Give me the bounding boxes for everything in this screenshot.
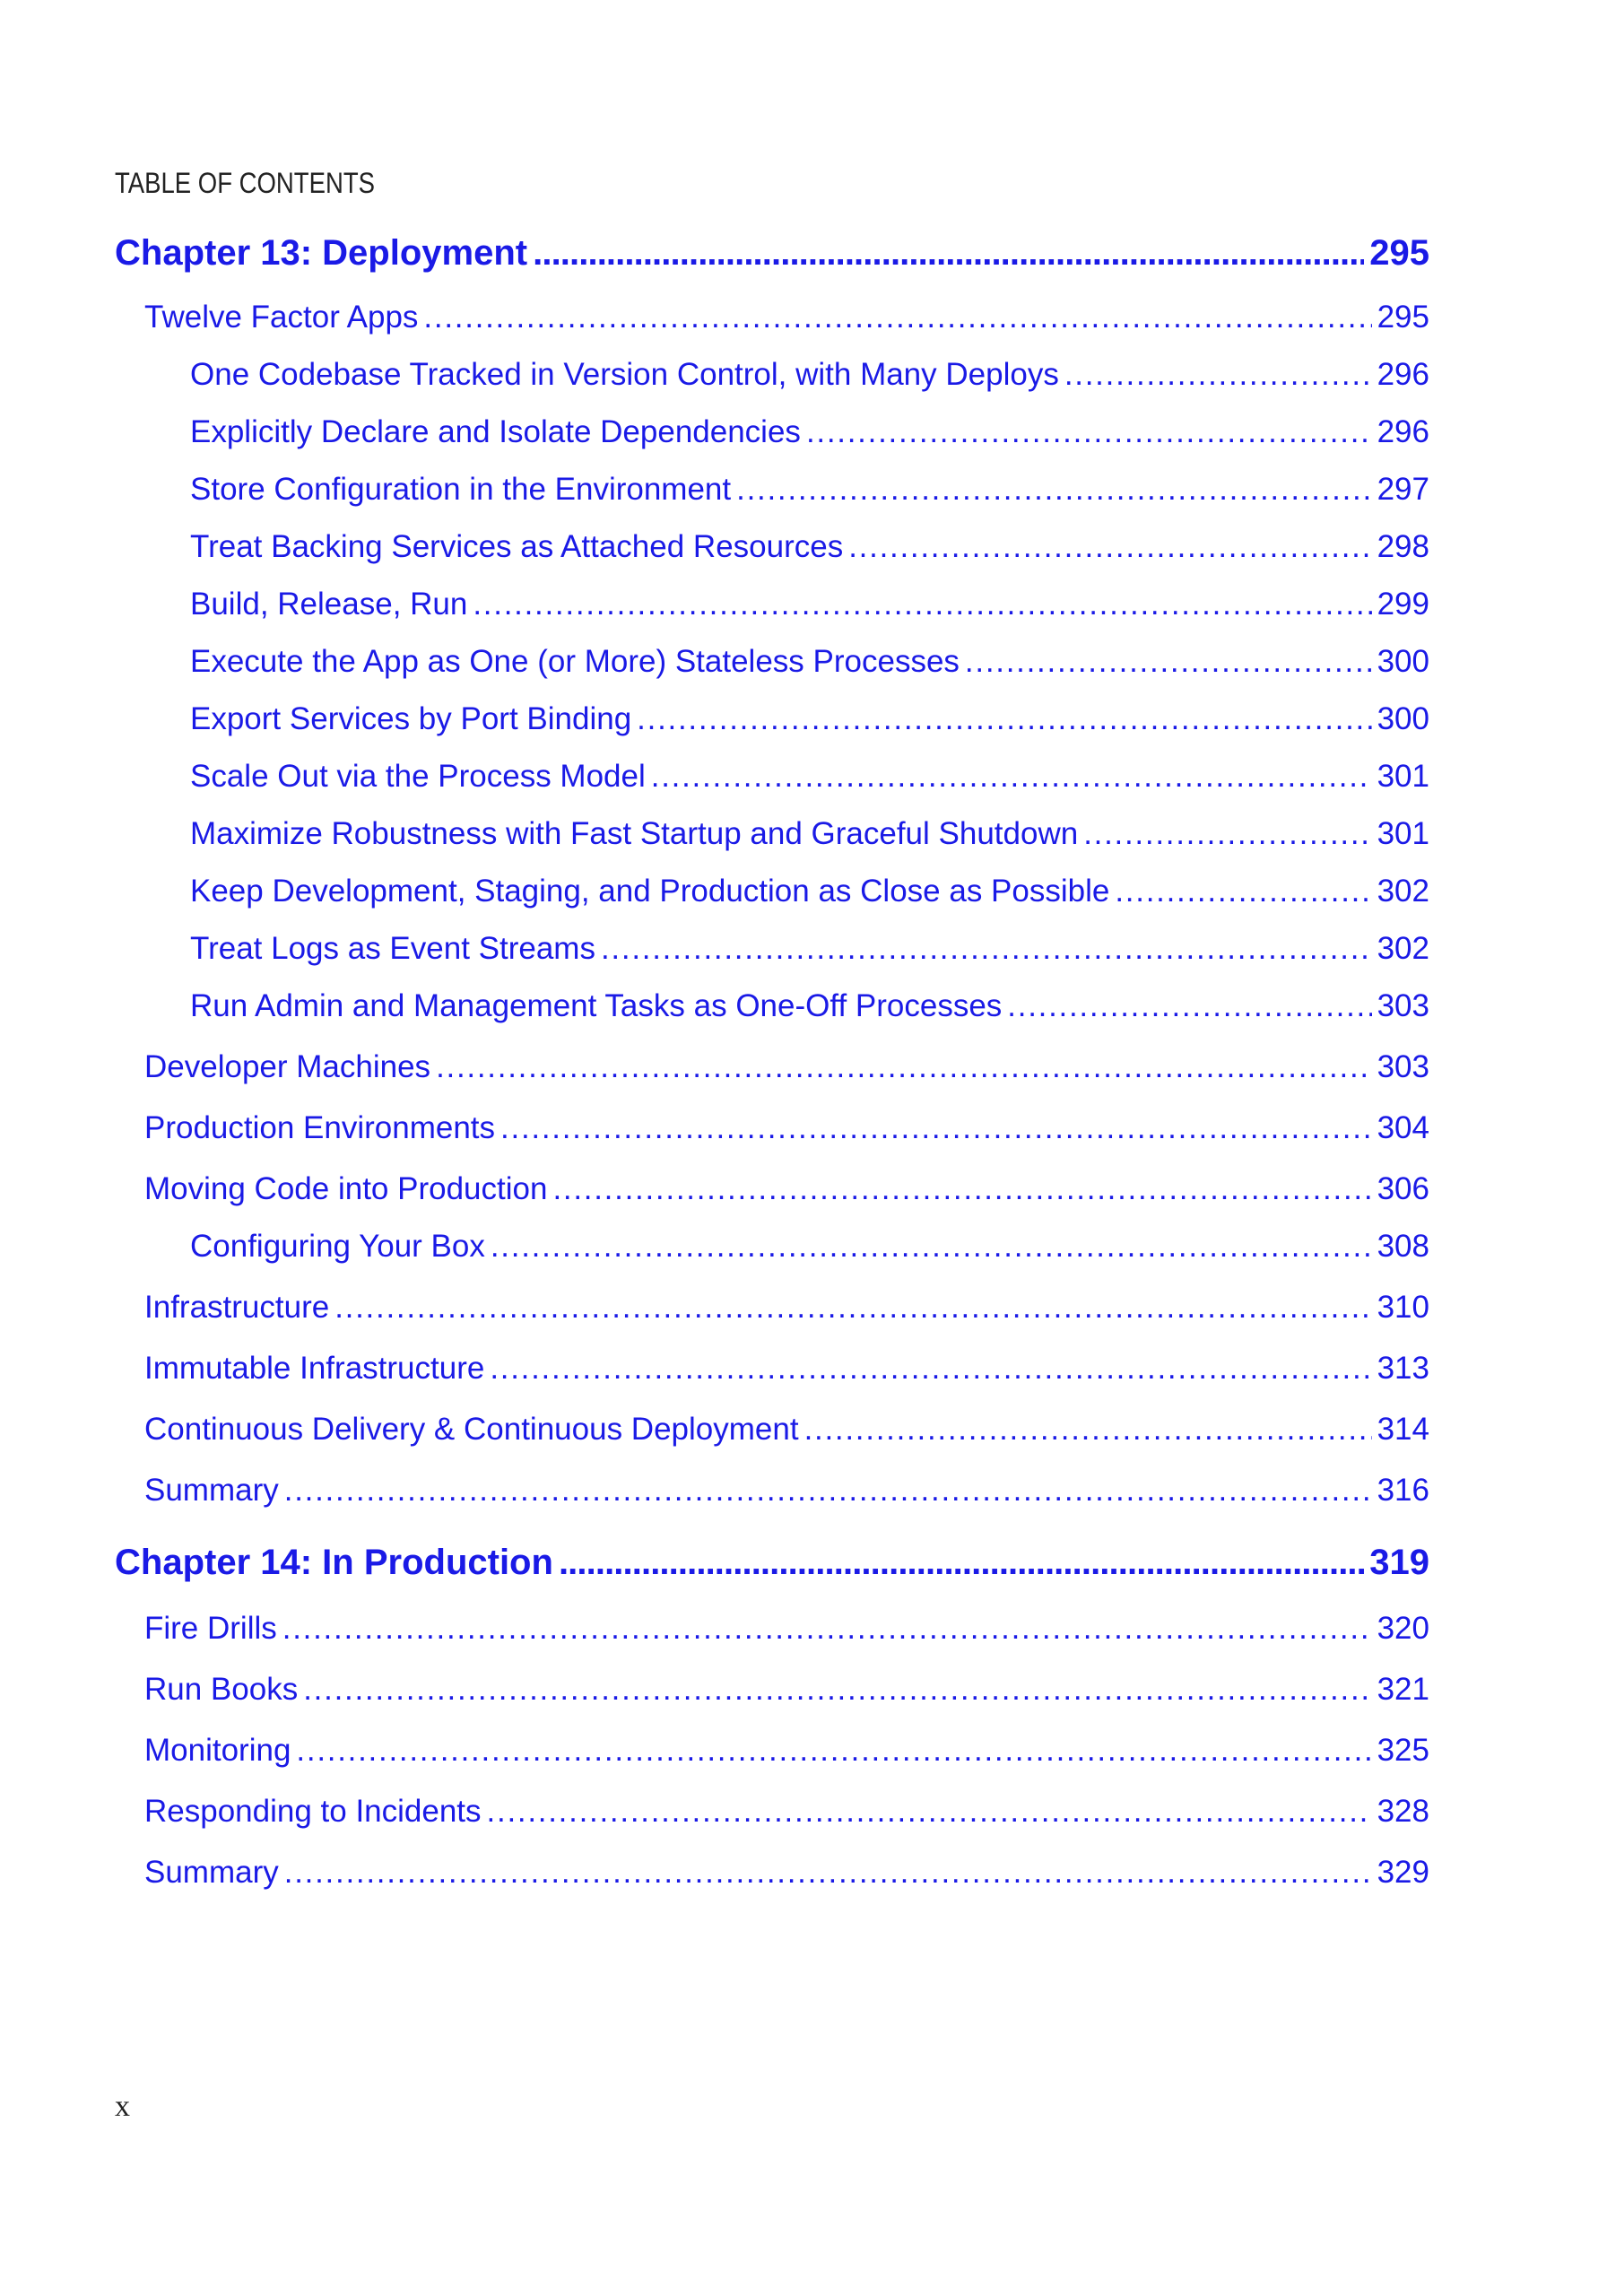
toc-entry-page: 304 — [1377, 1110, 1429, 1145]
dot-leader — [334, 1290, 1371, 1326]
toc-entry-title: Immutable Infrastructure — [144, 1351, 485, 1386]
toc-entry-title: Treat Logs as Event Streams — [190, 931, 595, 966]
toc-entry-title: Summary — [144, 1855, 279, 1890]
toc-entry-page: 299 — [1377, 587, 1429, 622]
toc-entry-page: 313 — [1377, 1351, 1429, 1386]
toc-entry-title: Twelve Factor Apps — [144, 300, 419, 335]
toc-entry-title: Keep Development, Staging, and Production as Close as Possible — [190, 874, 1110, 909]
toc-entry-page: 316 — [1377, 1473, 1429, 1508]
toc-entry-page: 310 — [1377, 1290, 1429, 1325]
toc-subsection-entry[interactable] — [190, 357, 1429, 393]
toc-subsection-entry[interactable] — [190, 1229, 1429, 1265]
toc-entry-page: 319 — [1369, 1543, 1429, 1582]
dot-leader — [1007, 988, 1371, 1024]
toc-entry-title: Infrastructure — [144, 1290, 330, 1325]
toc-entry-title: Chapter 13: Deployment — [115, 233, 528, 273]
toc-entry-page: 306 — [1377, 1171, 1429, 1206]
toc-section-entry[interactable] — [144, 1733, 1429, 1769]
toc-entry-page: 329 — [1377, 1855, 1429, 1890]
toc-section-entry[interactable] — [144, 1855, 1429, 1891]
dot-leader — [284, 1473, 1372, 1509]
toc-chapter-entry[interactable] — [115, 233, 1429, 274]
toc-section-entry[interactable] — [144, 1171, 1429, 1207]
toc-entry-page: 321 — [1377, 1672, 1429, 1707]
toc-section-entry[interactable] — [144, 1110, 1429, 1146]
dot-leader — [651, 759, 1372, 795]
toc-subsection-entry[interactable] — [190, 414, 1429, 450]
toc-subsection-entry[interactable] — [190, 529, 1429, 565]
toc-section-entry[interactable] — [144, 1473, 1429, 1509]
toc-entry-page: 302 — [1377, 874, 1429, 909]
toc-section-entry[interactable] — [144, 1611, 1429, 1647]
toc-subsection-entry[interactable] — [190, 816, 1429, 852]
toc-entry-page: 303 — [1377, 988, 1429, 1023]
toc-entry-page: 301 — [1377, 759, 1429, 794]
toc-section-entry[interactable] — [144, 1672, 1429, 1708]
toc-subsection-entry[interactable] — [190, 874, 1429, 909]
toc-entry-title: Scale Out via the Process Model — [190, 759, 646, 794]
toc-entry-page: 295 — [1369, 233, 1429, 273]
dot-leader — [637, 701, 1371, 737]
toc-entry-title: Export Services by Port Binding — [190, 701, 632, 736]
page-number: x — [115, 2090, 130, 2123]
toc-entry-title: Run Admin and Management Tasks as One-Off Processes — [190, 988, 1003, 1023]
dot-leader — [736, 472, 1371, 508]
toc-section-entry[interactable] — [144, 1290, 1429, 1326]
toc-chapter-entry[interactable] — [115, 1543, 1429, 1583]
toc-entry-title: Build, Release, Run — [190, 587, 468, 622]
toc-entry-page: 296 — [1377, 414, 1429, 449]
toc-entry-title: Moving Code into Production — [144, 1171, 548, 1206]
toc-entry-page: 320 — [1377, 1611, 1429, 1646]
toc-entry-page: 300 — [1377, 644, 1429, 679]
dot-leader — [804, 1412, 1372, 1448]
dot-leader — [282, 1611, 1372, 1647]
dot-leader — [533, 233, 1364, 274]
dot-leader — [423, 300, 1371, 335]
toc-section-entry[interactable] — [144, 1794, 1429, 1830]
dot-leader — [1064, 357, 1372, 393]
dot-leader — [848, 529, 1371, 565]
toc-subsection-entry[interactable] — [190, 644, 1429, 680]
toc-entry-title: One Codebase Tracked in Version Control, with Many Deploys — [190, 357, 1059, 392]
toc-entry-page: 301 — [1377, 816, 1429, 851]
dot-leader — [601, 931, 1372, 967]
dot-leader — [500, 1110, 1372, 1146]
dot-leader — [303, 1672, 1371, 1708]
toc-entry-title: Execute the App as One (or More) Stateless Processes — [190, 644, 960, 679]
toc-entry-title: Run Books — [144, 1672, 299, 1707]
toc-entry-title: Continuous Delivery & Continuous Deployment — [144, 1412, 799, 1447]
toc-entry-title: Production Environments — [144, 1110, 496, 1145]
toc-entry-page: 296 — [1377, 357, 1429, 392]
toc-entry-title: Configuring Your Box — [190, 1229, 485, 1264]
toc-entry-title: Monitoring — [144, 1733, 291, 1768]
dot-leader — [473, 587, 1371, 622]
dot-leader — [490, 1351, 1371, 1387]
toc-entry-title: Maximize Robustness with Fast Startup and Graceful Shutdown — [190, 816, 1079, 851]
toc-entry-page: 295 — [1377, 300, 1429, 335]
dot-leader — [1083, 816, 1371, 852]
toc-subsection-entry[interactable] — [190, 701, 1429, 737]
toc-section-entry[interactable] — [144, 1412, 1429, 1448]
toc-entry-title: Responding to Incidents — [144, 1794, 482, 1829]
toc-subsection-entry[interactable] — [190, 988, 1429, 1024]
dot-leader — [284, 1855, 1372, 1891]
toc-entry-title: Chapter 14: In Production — [115, 1543, 553, 1582]
dot-leader — [491, 1229, 1372, 1265]
toc-entry-page: 302 — [1377, 931, 1429, 966]
toc-entry-page: 298 — [1377, 529, 1429, 564]
toc-entry-title: Store Configuration in the Environment — [190, 472, 732, 507]
dot-leader — [296, 1733, 1371, 1769]
toc-entry-title: Fire Drills — [144, 1611, 277, 1646]
dot-leader — [487, 1794, 1372, 1830]
toc-entry-title: Developer Machines — [144, 1049, 431, 1084]
toc-entry-page: 325 — [1377, 1733, 1429, 1768]
toc-section-entry[interactable] — [144, 1049, 1429, 1085]
dot-leader — [965, 644, 1372, 680]
toc-subsection-entry[interactable] — [190, 472, 1429, 508]
toc-entry-title: Treat Backing Services as Attached Resources — [190, 529, 844, 564]
toc-section-entry[interactable] — [144, 1351, 1429, 1387]
toc-entry-page: 303 — [1377, 1049, 1429, 1084]
dot-leader — [559, 1543, 1364, 1583]
toc-entry-title: Explicitly Declare and Isolate Dependencies — [190, 414, 801, 449]
toc-entry-page: 308 — [1377, 1229, 1429, 1264]
toc-entry-page: 328 — [1377, 1794, 1429, 1829]
dot-leader — [1115, 874, 1371, 909]
running-head: TABLE OF CONTENTS — [115, 167, 376, 199]
toc-subsection-entry[interactable] — [190, 587, 1429, 622]
toc-subsection-entry[interactable] — [190, 759, 1429, 795]
toc-entry-page: 314 — [1377, 1412, 1429, 1447]
toc-subsection-entry[interactable] — [190, 931, 1429, 967]
toc-entry-page: 297 — [1377, 472, 1429, 507]
toc-entry-title: Summary — [144, 1473, 279, 1508]
dot-leader — [436, 1049, 1372, 1085]
dot-leader — [806, 414, 1372, 450]
dot-leader — [552, 1171, 1371, 1207]
toc-section-entry[interactable] — [144, 300, 1429, 335]
toc-entry-page: 300 — [1377, 701, 1429, 736]
